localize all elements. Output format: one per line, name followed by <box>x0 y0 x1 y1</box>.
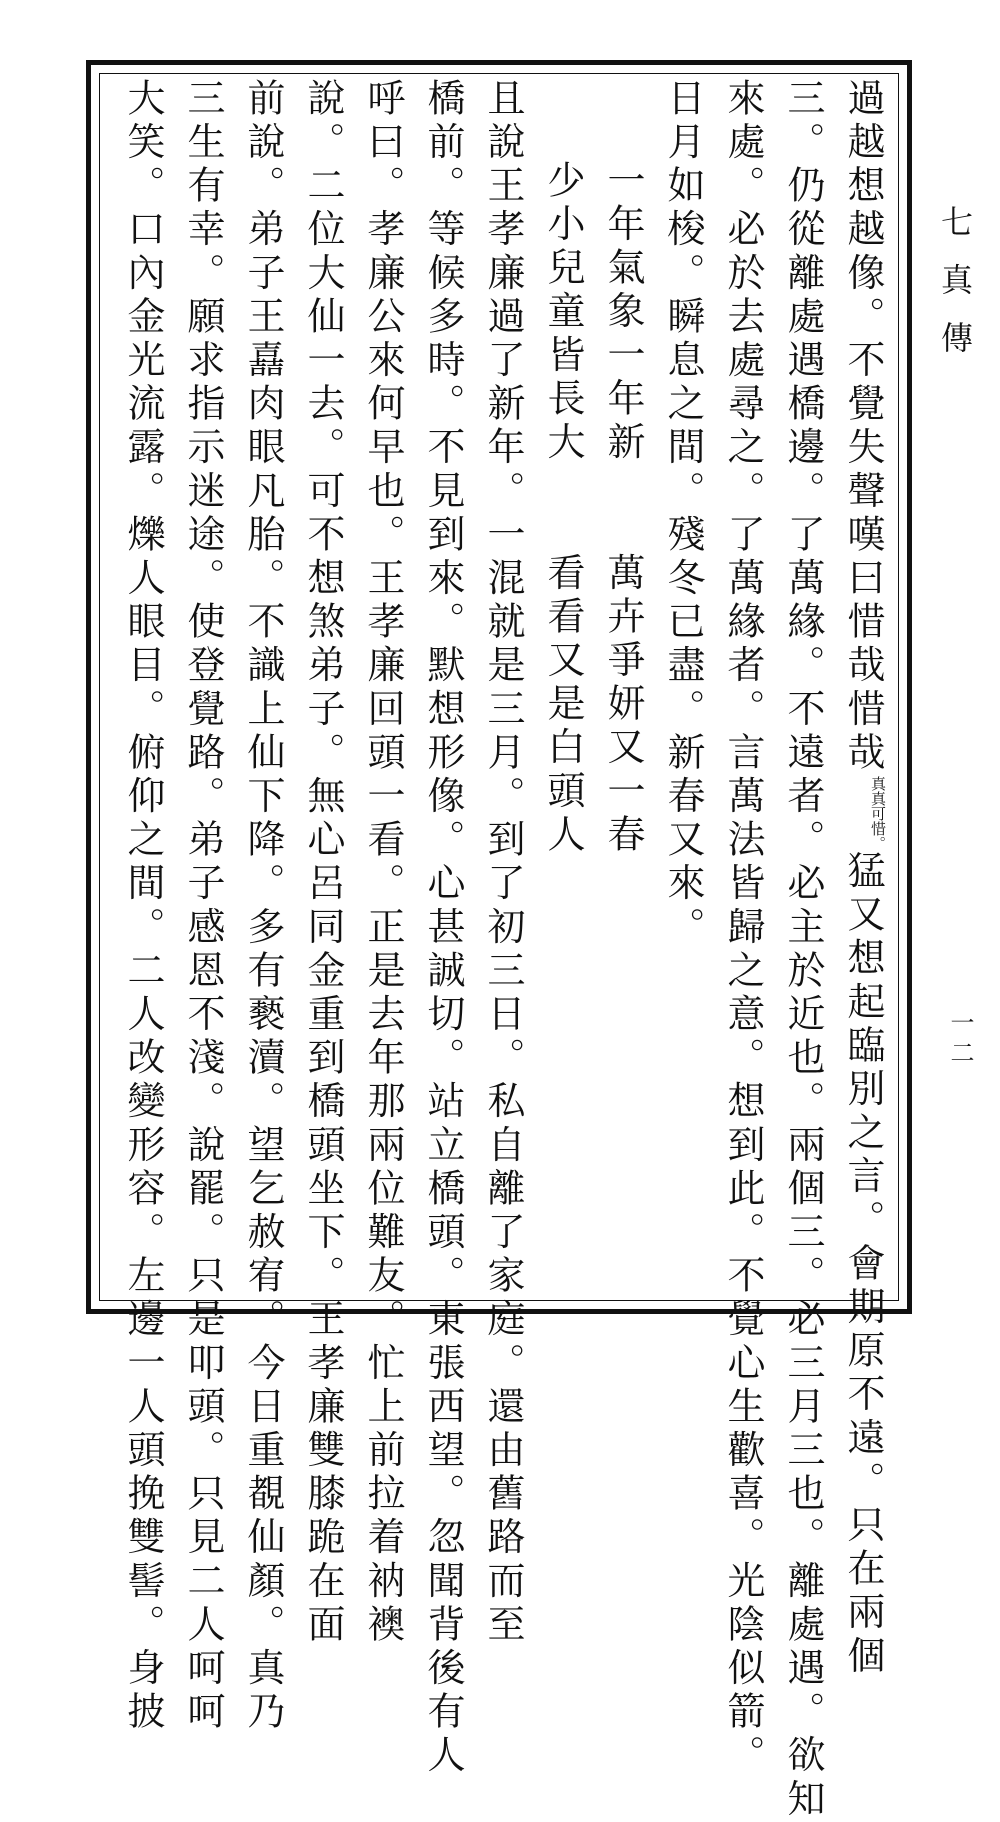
text-column-3: 來處。必於去處尋之。了萬緣者。言萬法皆歸之意。想到此。不覺心生歡喜。光陰似箭。 <box>721 78 765 1779</box>
running-title: 七真傳 <box>936 205 974 379</box>
text-column-10: 說。二位大仙一去。可不想煞弟子。無心呂同金重到橋頭坐下。王孝廉雙膝跪在面 <box>301 78 345 1648</box>
poem-line-2: 少小兒童皆長大 看看又是白頭人 <box>541 160 585 858</box>
page-number: 一二 <box>946 1010 974 1070</box>
text-column-2: 三。仍從離處遇橋邊。了萬緣。不遠者。必主於近也。兩個三。必三月三也。離處遇。欲知 <box>781 78 825 1822</box>
text-column-13: 大笑。口內金光流露。爍人眼目。俯仰之間。二人改變形容。左邊一人頭挽雙髻。身披 <box>121 78 165 1735</box>
text-column-1 <box>838 78 888 1679</box>
text-column-12: 三生有幸。願求指示迷途。使登覺路。弟子感恩不淺。說罷。只是叩頭。只見二人呵呵 <box>181 78 225 1735</box>
text-column-8: 橋前。等候多時。不見到來。默想形像。心甚誠切。站立橋頭。東張西望。忽聞背後有人 <box>421 78 465 1779</box>
column-text: 過越想越像。不覺失聲嘆曰惜哉惜哉 <box>841 78 885 776</box>
text-column-11: 前說。弟子王嚞肉眼凡胎。不識上仙下降。多有褻瀆。望乞赦宥。今日重覩仙顏。真乃 <box>241 78 285 1735</box>
text-column-9: 呼曰。孝廉公來何早也。王孝廉回頭一看。正是去年那兩位難友。忙上前拉着衲襖 <box>361 78 405 1648</box>
column-text-continued: 猛又想起臨別之言。會期原不遠。只在兩個 <box>841 850 885 1680</box>
poem-line-1: 一年氣象一年新 萬卉爭妍又一春 <box>601 160 645 858</box>
text-column-4: 日月如梭。瞬息之間。殘冬已盡。新春又來。 <box>661 78 705 950</box>
interlinear-note: 真真可惜。 <box>869 775 887 851</box>
text-column-7: 且說王孝廉過了新年。一混就是三月。到了初三日。私自離了家庭。還由舊路而至 <box>481 78 525 1648</box>
